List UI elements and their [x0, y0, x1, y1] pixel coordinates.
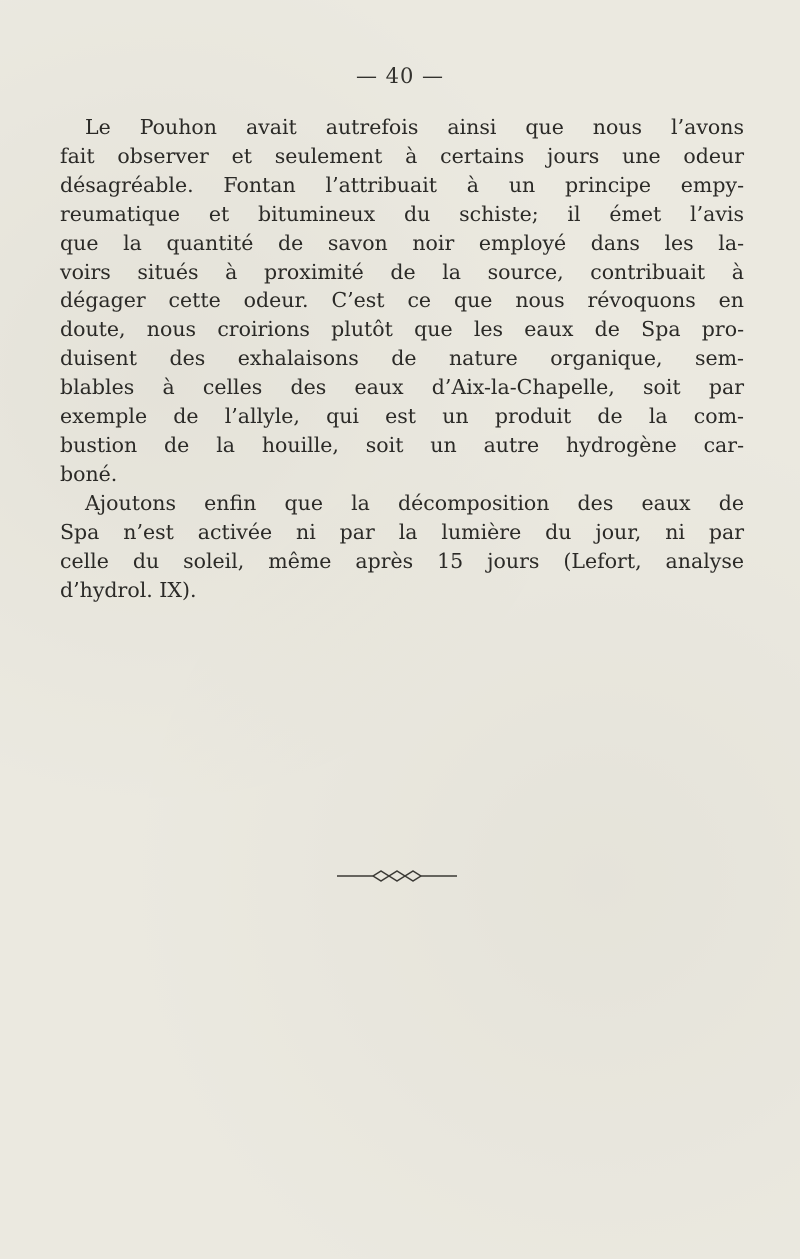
text-line: Le Pouhon avait autrefois ainsi que nous l’avons	[85, 115, 744, 139]
text-line: boné.	[60, 461, 118, 486]
text-line: exemple de l’allyle, qui est un produit de la com-	[60, 404, 744, 429]
text-line: désagréable. Fontan l’attribuait à un principe empy-	[60, 172, 744, 197]
paragraph-1	[60, 113, 744, 489]
text-line: reumatique et bitumineux du schiste; il émet l’avis	[60, 201, 744, 226]
page-number: — 40 —	[355, 64, 445, 88]
ornament-divider-icon	[337, 868, 457, 884]
text-line: duisent des exhalaisons de nature organique, sem-	[60, 346, 744, 371]
paragraph-2	[60, 489, 744, 605]
text-line: voirs situés à proximité de la source, contribuait à	[60, 259, 744, 284]
text-line: que la quantité de savon noir employé dans les la-	[60, 230, 744, 255]
text-line: Spa n’est activée ni par la lumière du jour, ni par	[60, 519, 744, 544]
text-line: d’hydrol. IX).	[60, 577, 197, 602]
text-line: Ajoutons enfin que la décomposition des eaux de	[85, 490, 744, 515]
text-line: blables à celles des eaux d’Aix-la-Chapelle, soit par	[60, 375, 744, 400]
text-line: bustion de la houille, soit un autre hydrogène car-	[60, 432, 744, 457]
text-line: doute, nous croirions plutôt que les eaux de Spa pro-	[60, 317, 744, 342]
text-line: dégager cette odeur. C’est ce que nous révoquons en	[60, 288, 744, 313]
text-line: fait observer et seulement à certains jours une odeur	[60, 143, 744, 168]
body-text	[60, 113, 744, 604]
text-line: celle du soleil, même après 15 jours (Lefort, analyse	[60, 548, 744, 573]
